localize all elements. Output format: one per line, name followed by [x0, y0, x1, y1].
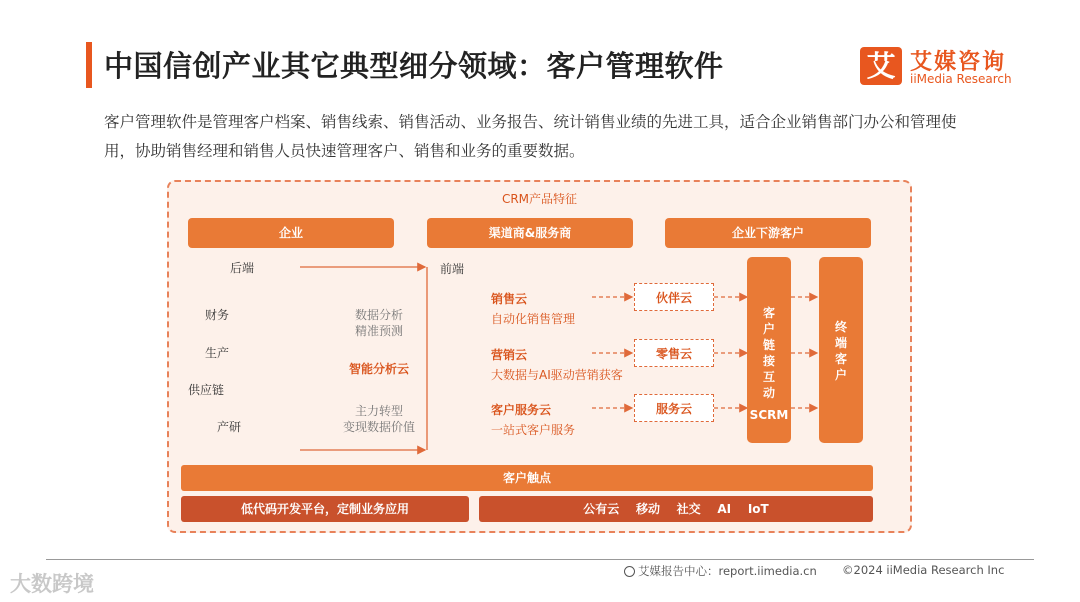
header-downstream: 企业下游客户 — [665, 218, 871, 248]
iimedia-logo-icon: 艾 — [860, 47, 902, 85]
retail-cloud-box: 零售云 — [634, 339, 714, 367]
footer-copyright: ©2024 iiMedia Research Inc — [842, 563, 1005, 577]
tech-foundation-bar: 公有云 移动 社交 AI IoT — [479, 496, 873, 522]
backend-label: 后端 — [230, 261, 255, 275]
header-channel: 渠道商&服务商 — [427, 218, 633, 248]
frontend-label: 前端 — [440, 262, 465, 276]
analysis-line-2: 精准预测 — [354, 324, 403, 338]
smart-analysis-cloud: 智能分析云 — [348, 362, 409, 376]
marketing-cloud-desc: 大数据与AI驱动营销获客 — [491, 368, 623, 382]
scrm-label: SCRM — [749, 408, 789, 422]
title-accent-bar — [86, 42, 92, 88]
intro-paragraph: 客户管理软件是管理客户档案、销售线索、销售活动、业务报告、统计销售业绩的先进工具，适合企业销售部门办公和管理使用，协助销售经理和销售人员快速管理客户、销售和业务的重要数据。 — [104, 113, 957, 160]
backend-item-finance: 财务 — [205, 308, 230, 322]
customer-touchpoint-bar: 客户触点 — [181, 465, 873, 491]
footer-source-text: 艾媒报告中心：report.iimedia.cn — [638, 564, 817, 578]
partner-cloud-box: 伙伴云 — [634, 283, 714, 311]
footer-divider — [46, 559, 1034, 560]
diagram-title: CRM产品特征 — [501, 192, 578, 206]
backend-item-rnd: 产研 — [217, 420, 242, 434]
service-cloud: 客户服务云 — [491, 403, 552, 417]
footer-source — [624, 563, 817, 579]
logo-english-name: iiMedia Research — [910, 72, 1012, 86]
scrm-bar — [747, 257, 791, 443]
low-code-platform-bar: 低代码开发平台，定制业务应用 — [181, 496, 469, 522]
analysis-line-4: 变现数据价值 — [342, 420, 415, 434]
terminal-customer-text: 终端客户 — [834, 320, 847, 382]
crm-diagram-panel — [167, 180, 912, 533]
globe-icon — [624, 566, 635, 577]
terminal-customer-bar — [819, 257, 863, 443]
header-enterprise: 企业 — [188, 218, 394, 248]
analysis-line-1: 数据分析 — [354, 308, 403, 322]
sales-cloud: 销售云 — [491, 292, 528, 306]
backend-item-production: 生产 — [205, 346, 230, 360]
sales-cloud-desc: 自动化销售管理 — [491, 312, 576, 326]
page-title: 中国信创产业其它典型细分领域：客户管理软件 — [104, 49, 724, 83]
marketing-cloud: 营销云 — [491, 348, 528, 362]
watermark-text: 大数跨境 — [10, 572, 94, 596]
scrm-vertical-text: 客户链接互动 — [762, 306, 775, 400]
logo-chinese-name: 艾媒咨询 — [910, 50, 1007, 75]
service-cloud-desc: 一站式客户服务 — [491, 423, 576, 437]
analysis-line-3: 主力转型 — [354, 404, 403, 418]
backend-item-supply-chain: 供应链 — [188, 383, 225, 397]
service-cloud-box: 服务云 — [634, 394, 714, 422]
